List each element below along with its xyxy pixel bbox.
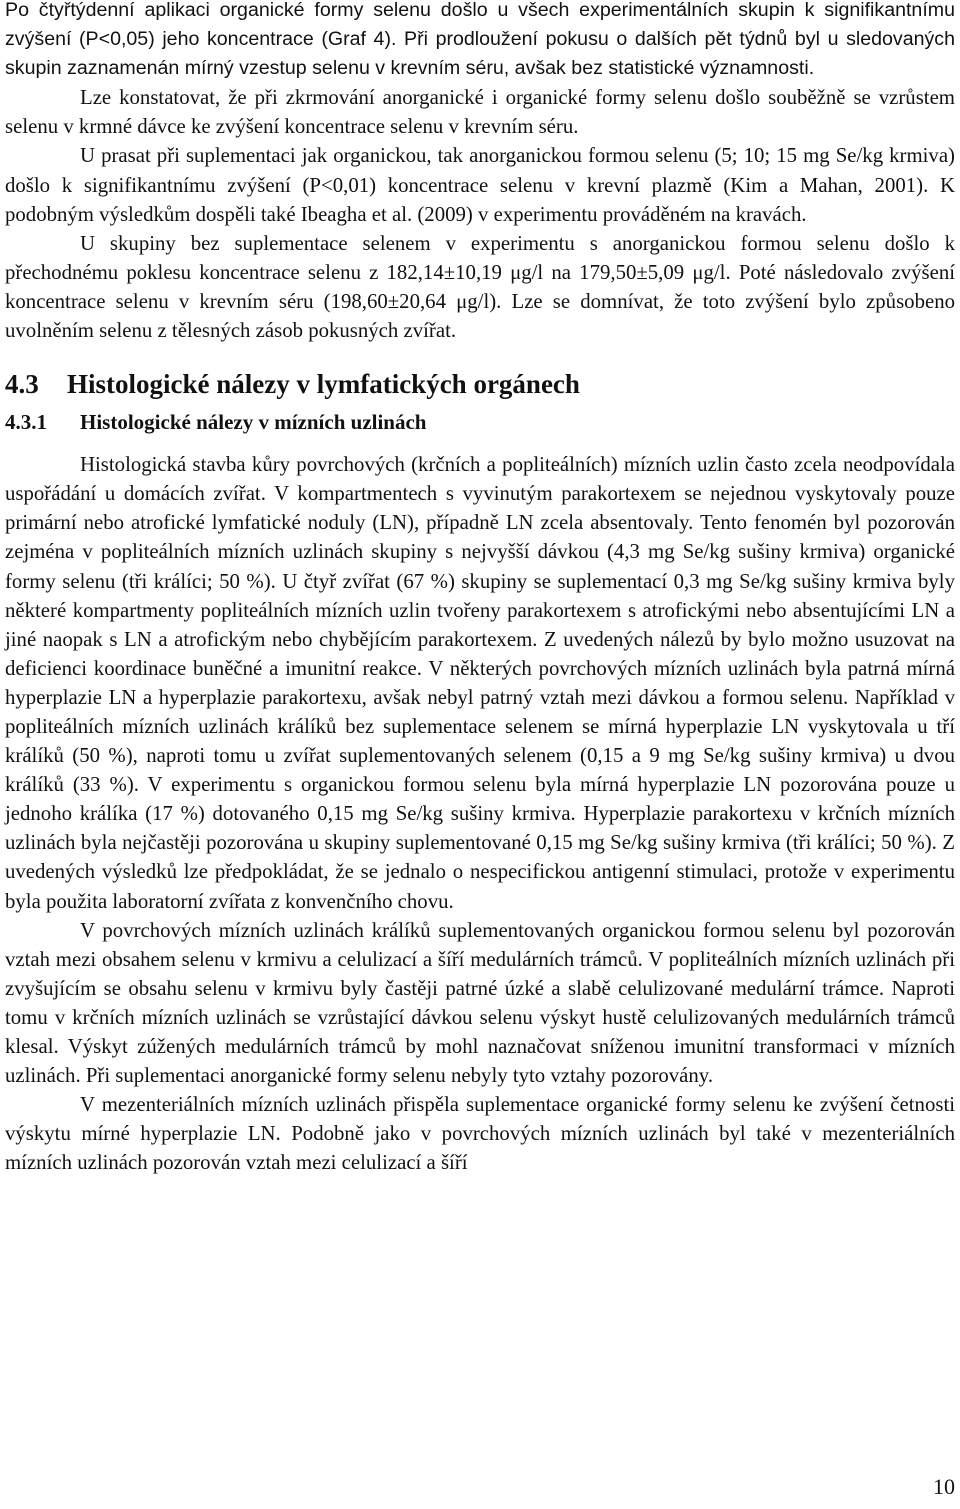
paragraph-conclusion-feed-dose: Lze konstatovat, že při zkrmování anorganické i organické formy selenu došlo souběžně se vzrůstem selenu v krmné dávce ke zvýšení koncentrace selenu v krevním séru. xyxy=(5,86,955,139)
paragraph-histology-cortex: Histologická stavba kůry povrchových (krčních a popliteálních) mízních uzlin často zcela neodpovídala uspořádání u domácích zvířat. V kompartmentech s vyvinutým parakortexem se nejednou vyskytovaly pouze primární nebo atrofické lymfatické noduly (LN), případně LN zcela absentovaly. Tento fenomén byl pozorován zejména v popliteálních mízních uzlinách skupiny s nejvyšší dávkou (4,3 mg Se/kg sušiny krmiva) organické formy selenu (tři králíci; 50 %). U čtyř zvířat (67 %) skupiny se suplementací 0,3 mg Se/kg sušiny krmiva byly některé kompartmenty popliteálních mízních uzlin tvořeny parakortexem s atrofickými nebo absentujícími LN a jiné naopak s LN a atrofickým nebo chybějícím parakortexem. Z uvedených nálezů by bylo možno usuzovat na deficienci koordinace buněčné a imunitní reakce. V některých povrchových mízních uzlinách byla patrná mírná hyperplazie LN a hyperplazie parakortexu, avšak nebyl patrný vztah mezi dávkou a formou selenu. Například v popliteálních mízních uzlinách králíků bez suplementace selenem se mírná hyperplazie LN vyskytovala u tří králíků (50 %), naproti tomu u zvířat suplementovaných selenem (0,15 a 9 mg Se/kg sušiny krmiva) u dvou králíků (33 %). V experimentu s organickou formou selenu byla mírná hyperplazie LN pozorována pouze u jednoho králíka (17 %) dotovaného 0,15 mg Se/kg sušiny krmiva. Hyperplazie parakortexu v krčních mízních uzlinách byla nejčastěji pozorována u skupiny suplementované 0,15 mg Se/kg sušiny krmiva (tři králíci; 50 %). Z uvedených výsledků lze předpokládat, že se jednalo o nespecifickou antigenní stimulaci, protože v experimentu byla použita laboratorní zvířata z konvenčního chovu. xyxy=(5,453,955,913)
section-number: 4.3 xyxy=(5,369,39,400)
paragraph-selenium-organic-form: Po čtyřtýdenní aplikaci organické formy selenu došlo u všech experimentálních skupin k signifikantnímu zvýšení (P<0,05) jeho koncentrace (Graf 4). Při prodloužení pokusu o dalších pět týdnů byl u sledovaných skupin zaznamenán mírný vzestup selenu v krevním séru, avšak bez statistické významnosti. xyxy=(5,0,955,80)
section-heading xyxy=(5,366,955,402)
paragraph-medullary-cords: V povrchových mízních uzlinách králíků suplementovaných organickou formou selenu byl pozorován vztah mezi obsahem selenu v krmivu a celulizací a šíří medulárních trámců. V popliteálních mízních uzlinách při zvyšujícím se obsahu selenu v krmivu byly častěji patrné úzké a slabě celulizované medulární trámce. Naproti tomu v krčních mízních uzlinách se vzrůstající dávkou selenu výskyt hustě celulizovaných medulárních trámců klesal. Výskyt zúžených medulárních trámců by mohl naznačovat sníženou imunitní transformaci v mízních uzlinách. Při suplementaci anorganické formy selenu nebyly tyto vztahy pozorovány. xyxy=(5,918,955,1088)
paragraph-control-group: U skupiny bez suplementace selenem v experimentu s anorganickou formou selenu došlo k přechodnému poklesu koncentrace selenu z 182,14±10,19 μg/l na 179,50±5,09 μg/l. Poté následovalo zvýšení koncentrace selenu v krevním séru (198,60±20,64 μg/l). Lze se domnívat, že toto zvýšení bylo způsobeno uvolněním selenu z tělesných zásob pokusných zvířat. xyxy=(5,231,955,343)
paragraph-mesenteric-nodes: V mezenteriálních mízních uzlinách přispěla suplementace organické formy selenu ke zvýšení četnosti výskytu mírné hyperplazie LN. Podobně jako v povrchových mízních uzlinách byl také v mezenteriálních mízních uzlinách pozorován vztah mezi celulizací a šíří xyxy=(5,1093,955,1175)
section-title: Histologické nálezy v lymfatických orgánech xyxy=(67,369,580,400)
subsection-number: 4.3.1 xyxy=(5,410,47,435)
subsection-heading xyxy=(5,408,955,436)
section-gap xyxy=(5,345,955,357)
subsection-title: Histologické nálezy v mízních uzlinách xyxy=(80,410,427,435)
document-page xyxy=(5,0,955,1177)
paragraph-pigs-supplementation: U prasat při suplementaci jak organickou, tak anorganickou formou selenu (5; 10; 15 mg Se/kg krmiva) došlo k signifikantnímu zvýšení (P<0,01) koncentrace selenu v krevní plazmě (Kim a Mahan, 2001). K podobným výsledkům dospěli také Ibeagha et al. (2009) v experimentu prováděném na kravách. xyxy=(5,144,955,226)
subsection-gap xyxy=(5,436,955,450)
page-number: 10 xyxy=(933,1474,955,1499)
